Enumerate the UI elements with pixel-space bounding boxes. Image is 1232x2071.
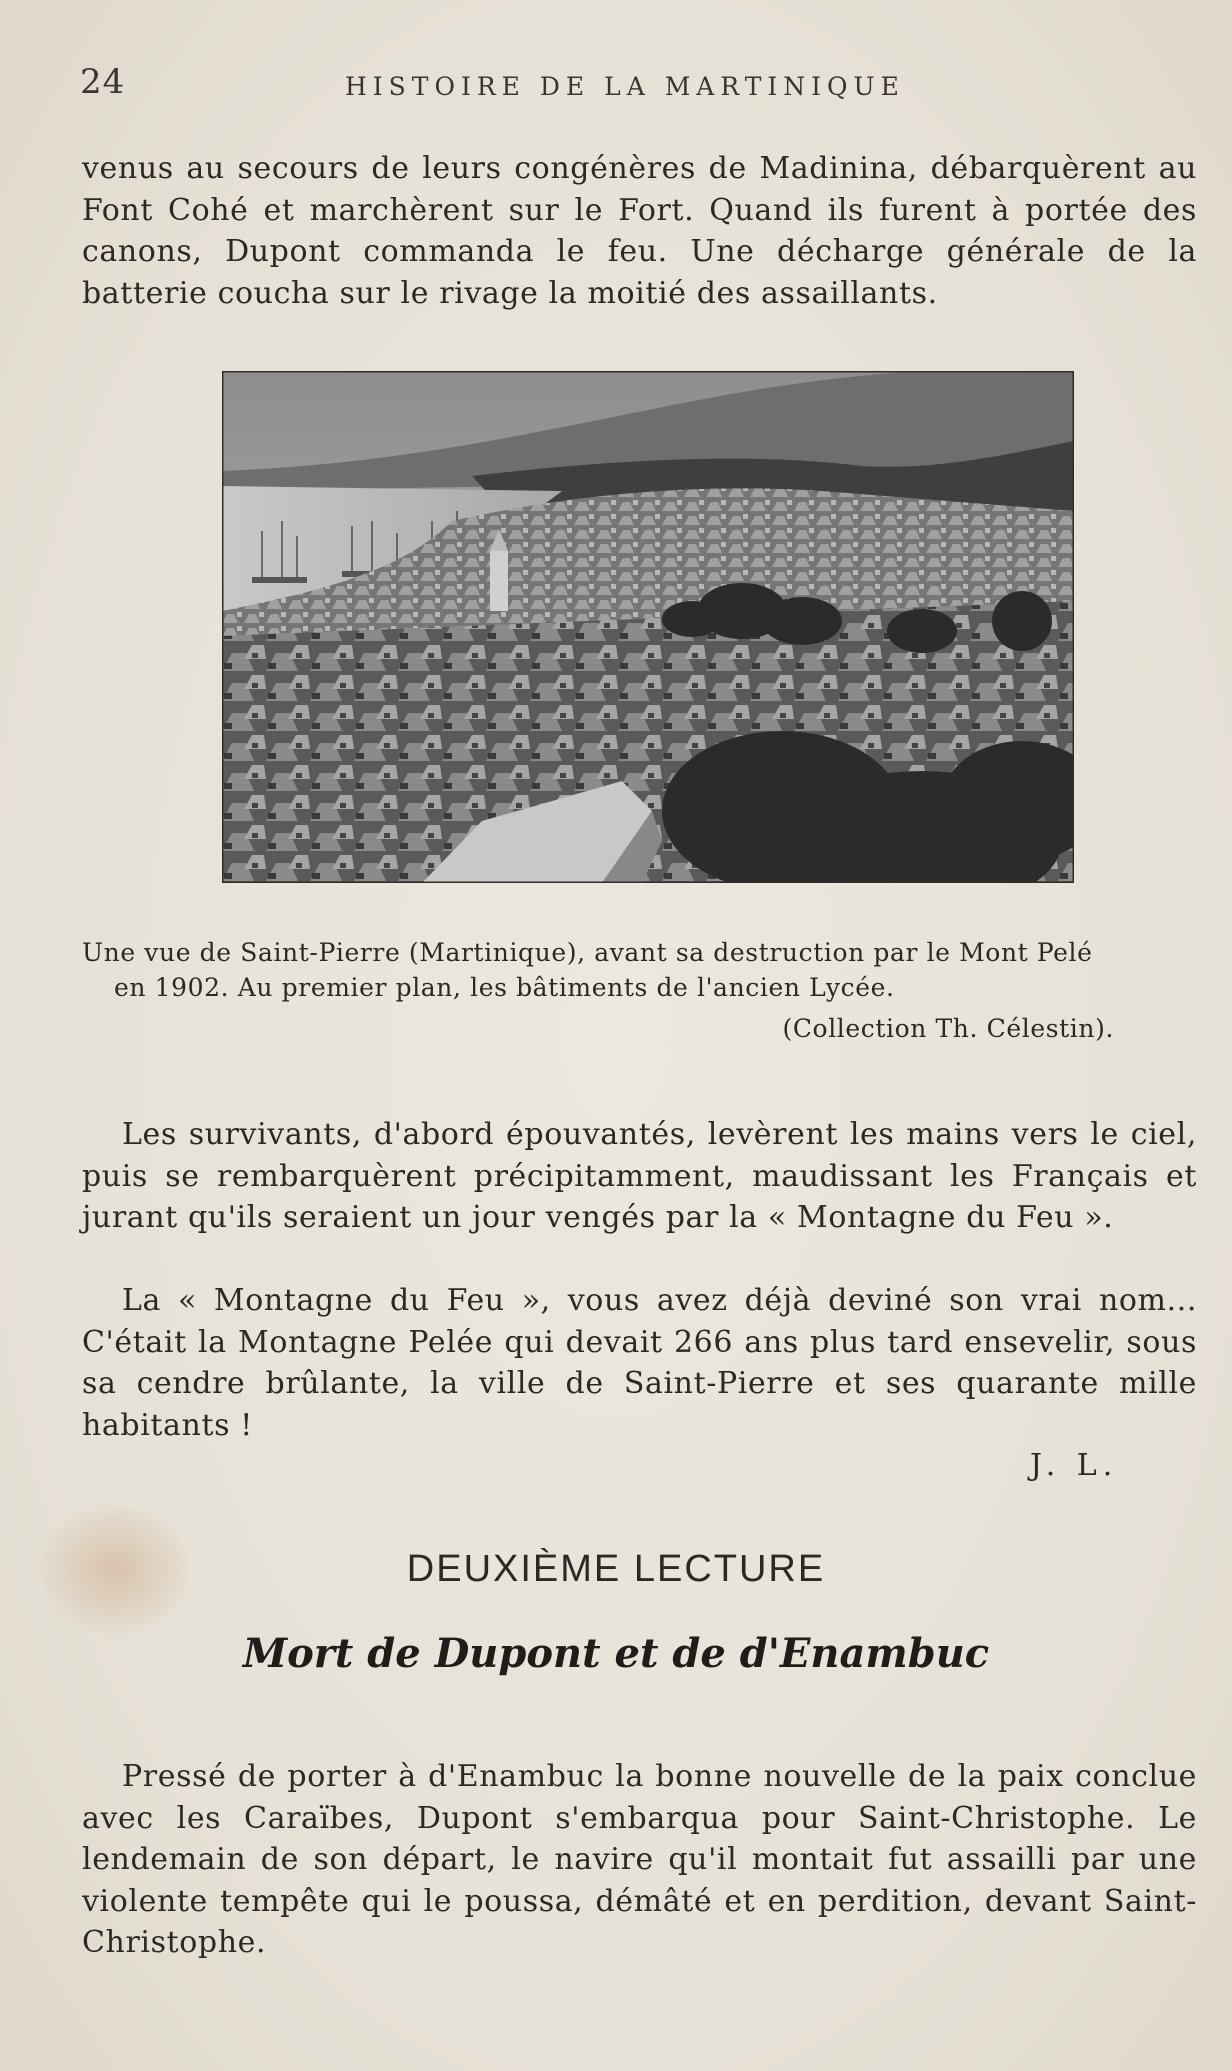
caption-line-2: en 1902. Au premier plan, les bâtiments de l'ancien Lycée.	[114, 973, 895, 1002]
photo-saint-pierre	[222, 371, 1074, 883]
photo-caption	[82, 935, 1202, 1046]
paragraph-survivants: Les survivants, d'abord épouvantés, levèrent les mains vers le ciel, puis se rembarquèrent précipitamment, maudissant les Français et jurant qu'ils seraient un jour vengés par la « Montagne du Feu ».	[82, 1117, 1197, 1235]
page-header	[80, 62, 1200, 112]
author-signature: J. L.	[1030, 1448, 1119, 1483]
intro-paragraph: venus au secours de leurs congénères de Madinina, débarquèrent au Font Cohé et marchèrent sur le Fort. Quand ils furent à portée des canons, Dupont commanda le feu. Une décharge générale de la batterie coucha sur le rivage la moitié des assaillants.	[82, 151, 1197, 311]
page-number: 24	[80, 62, 126, 102]
caption-credit: (Collection Th. Célestin).	[782, 1014, 1114, 1043]
caption-line-1: Une vue de Saint-Pierre (Martinique), avant sa destruction par le Mont Pelé	[82, 938, 1093, 967]
section-title: Mort de Dupont et de d'Enambuc	[242, 1630, 990, 1677]
section-label: DEUXIÈME LECTURE	[406, 1548, 826, 1590]
paragraph-montagne-du-feu: La « Montagne du Feu », vous avez déjà deviné son vrai nom... C'était la Montagne Pelée qui devait 266 ans plus tard ensevelir, sous sa cendre brûlante, la ville de Saint-Pierre et ses quarante mille habitants !	[82, 1283, 1197, 1443]
running-title: HISTOIRE DE LA MARTINIQUE	[345, 72, 905, 101]
closing-paragraph: Pressé de porter à d'Enambuc la bonne nouvelle de la paix conclue avec les Caraïbes, Dupont s'embarqua pour Saint-Christophe. Le lendemain de son départ, le navire qu'il montait fut assailli par une violente tempête qui le poussa, démâté et en perdition, devant Saint-Christophe.	[82, 1759, 1197, 1960]
town-photograph	[222, 371, 1074, 883]
